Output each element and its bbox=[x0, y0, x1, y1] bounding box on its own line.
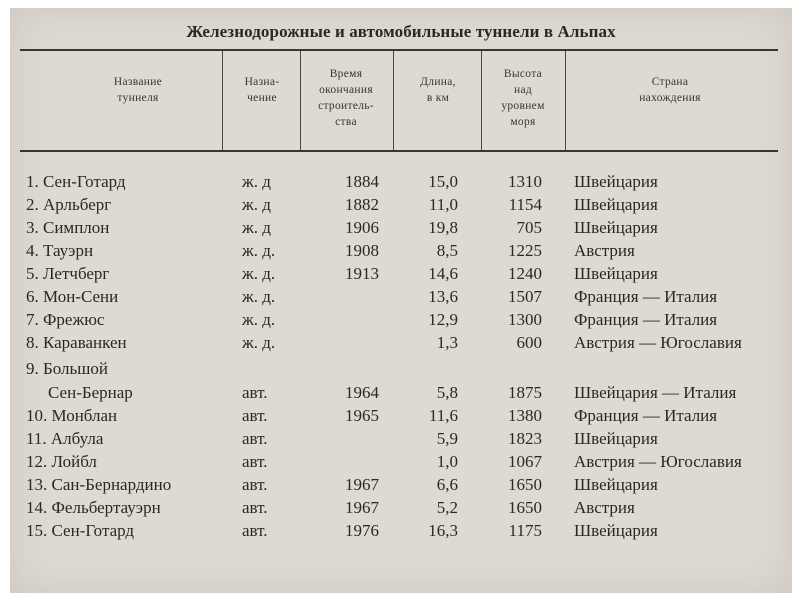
tunnel-purpose: ж. д. bbox=[242, 264, 276, 283]
tunnel-length: 13,6 bbox=[428, 287, 458, 306]
document-page bbox=[10, 8, 792, 593]
tunnel-year: 1913 bbox=[345, 264, 379, 283]
tunnel-purpose: ж. д. bbox=[242, 287, 276, 306]
table-row bbox=[10, 217, 792, 239]
tunnel-year: 1967 bbox=[345, 475, 379, 494]
header-length: Длина, в км bbox=[420, 76, 456, 104]
tunnel-length: 14,6 bbox=[428, 264, 458, 283]
table-row bbox=[10, 358, 792, 380]
tunnel-length: 11,6 bbox=[428, 406, 458, 425]
table-row bbox=[10, 382, 792, 404]
tunnel-name: 8. Караванкен bbox=[26, 333, 127, 352]
tunnel-year: 1965 bbox=[345, 406, 379, 425]
tunnel-name: 1. Сен-Готард bbox=[26, 172, 126, 191]
tunnel-length: 5,2 bbox=[436, 498, 458, 517]
tunnel-altitude: 1650 bbox=[508, 498, 542, 517]
tunnel-country: Швейцария bbox=[574, 172, 658, 191]
table-row bbox=[10, 451, 792, 473]
tunnel-country: Швейцария bbox=[574, 218, 658, 237]
tunnel-altitude: 1823 bbox=[508, 429, 542, 448]
table-row bbox=[10, 474, 792, 496]
tunnel-altitude: 600 bbox=[516, 333, 542, 352]
tunnel-name: 9. Большой bbox=[26, 359, 108, 378]
tunnel-purpose: ж. д. bbox=[242, 241, 276, 260]
tunnel-altitude: 705 bbox=[516, 218, 542, 237]
tunnel-length: 6,6 bbox=[436, 475, 458, 494]
tunnel-altitude: 1875 bbox=[508, 383, 542, 402]
tunnel-name: 4. Тауэрн bbox=[26, 241, 94, 260]
tunnel-country: Австрия bbox=[574, 498, 635, 517]
tunnel-purpose: ж. д. bbox=[242, 310, 276, 329]
column-divider bbox=[222, 51, 223, 150]
tunnel-name: Сен-Бернар bbox=[48, 383, 133, 402]
tunnel-country: Австрия bbox=[574, 241, 635, 260]
tunnel-year: 1884 bbox=[345, 172, 379, 191]
tunnel-name: 7. Фрежюс bbox=[26, 310, 105, 329]
tunnel-country: Швейцария — Италия bbox=[574, 383, 737, 402]
tunnel-length: 8,5 bbox=[436, 241, 458, 260]
column-divider bbox=[565, 51, 566, 150]
tunnel-country: Швейцария bbox=[574, 521, 658, 540]
tunnel-country: Швейцария bbox=[574, 429, 658, 448]
tunnel-year: 1908 bbox=[345, 241, 379, 260]
tunnel-altitude: 1154 bbox=[508, 195, 542, 214]
tunnel-purpose: авт. bbox=[242, 429, 268, 448]
tunnel-length: 19,8 bbox=[428, 218, 458, 237]
tunnel-purpose: авт. bbox=[242, 383, 268, 402]
table-row bbox=[10, 520, 792, 542]
tunnel-country: Франция — Италия bbox=[574, 406, 718, 425]
tunnel-length: 5,9 bbox=[436, 429, 458, 448]
tunnel-length: 1,0 bbox=[436, 452, 458, 471]
table-row bbox=[10, 405, 792, 427]
column-divider bbox=[300, 51, 301, 150]
column-divider bbox=[481, 51, 482, 150]
tunnel-purpose: авт. bbox=[242, 521, 268, 540]
tunnel-country: Швейцария bbox=[574, 475, 658, 494]
tunnel-altitude: 1300 bbox=[508, 310, 542, 329]
table-row bbox=[10, 428, 792, 450]
tunnel-length: 5,8 bbox=[436, 383, 458, 402]
tunnel-name: 5. Летчберг bbox=[26, 264, 110, 283]
tunnel-name: 13. Сан-Бернардино bbox=[26, 475, 172, 494]
tunnel-name: 6. Мон-Сени bbox=[26, 287, 119, 306]
tunnel-name: 14. Фельбертауэрн bbox=[26, 498, 161, 517]
tunnel-purpose: авт. bbox=[242, 475, 268, 494]
top-rule bbox=[20, 49, 778, 51]
tunnel-year: 1976 bbox=[345, 521, 379, 540]
table-row bbox=[10, 171, 792, 193]
tunnel-year: 1967 bbox=[345, 498, 379, 517]
table-title: Железнодорожные и автомобильные туннели в Альпах bbox=[186, 22, 616, 41]
tunnel-purpose: ж. д bbox=[242, 172, 271, 191]
tunnel-year: 1964 bbox=[345, 383, 379, 402]
tunnel-altitude: 1240 bbox=[508, 264, 542, 283]
tunnel-country: Австрия — Югославия bbox=[574, 452, 742, 471]
table-row bbox=[10, 286, 792, 308]
tunnel-name: 15. Сен-Готард bbox=[26, 521, 135, 540]
tunnel-length: 12,9 bbox=[428, 310, 458, 329]
tunnel-country: Франция — Италия bbox=[574, 287, 718, 306]
table-row bbox=[10, 263, 792, 285]
tunnel-country: Австрия — Югославия bbox=[574, 333, 742, 352]
table-row bbox=[10, 194, 792, 216]
tunnel-altitude: 1067 bbox=[508, 452, 542, 471]
table-row bbox=[10, 309, 792, 331]
tunnel-length: 1,3 bbox=[436, 333, 458, 352]
tunnel-year: 1882 bbox=[345, 195, 379, 214]
tunnel-altitude: 1507 bbox=[508, 287, 542, 306]
tunnel-altitude: 1380 bbox=[508, 406, 542, 425]
tunnel-name: 2. Арльберг bbox=[26, 195, 112, 214]
tunnel-altitude: 1225 bbox=[508, 241, 542, 260]
tunnel-purpose: ж. д. bbox=[242, 333, 276, 352]
table-row bbox=[10, 332, 792, 354]
header-purpose: Назна- чение bbox=[244, 76, 280, 104]
tunnel-year: 1906 bbox=[345, 218, 379, 237]
tunnel-country: Швейцария bbox=[574, 264, 658, 283]
tunnel-name: 12. Лойбл bbox=[26, 452, 97, 471]
tunnel-country: Швейцария bbox=[574, 195, 658, 214]
tunnel-name: 11. Албула bbox=[26, 429, 104, 448]
table-row bbox=[10, 497, 792, 519]
header-country: Страна нахождения bbox=[639, 76, 701, 104]
tunnel-purpose: ж. д bbox=[242, 195, 271, 214]
header-name: Название туннеля bbox=[113, 76, 163, 104]
tunnel-country: Франция — Италия bbox=[574, 310, 718, 329]
tunnel-altitude: 1650 bbox=[508, 475, 542, 494]
table-row bbox=[10, 240, 792, 262]
tunnel-purpose: авт. bbox=[242, 498, 268, 517]
tunnel-altitude: 1175 bbox=[508, 521, 542, 540]
tunnel-length: 15,0 bbox=[428, 172, 458, 191]
tunnel-purpose: авт. bbox=[242, 406, 268, 425]
tunnel-length: 11,0 bbox=[428, 195, 458, 214]
header-altitude: Высота над уровнем моря bbox=[501, 68, 545, 128]
tunnel-length: 16,3 bbox=[428, 521, 458, 540]
header-rule bbox=[20, 150, 778, 152]
tunnel-altitude: 1310 bbox=[508, 172, 542, 191]
tunnel-name: 10. Монблан bbox=[26, 406, 118, 425]
header-year: Время окончания строитель- ства bbox=[318, 68, 374, 128]
column-divider bbox=[393, 51, 394, 150]
tunnel-purpose: авт. bbox=[242, 452, 268, 471]
tunnel-name: 3. Симплон bbox=[26, 218, 110, 237]
tunnel-purpose: ж. д bbox=[242, 218, 271, 237]
